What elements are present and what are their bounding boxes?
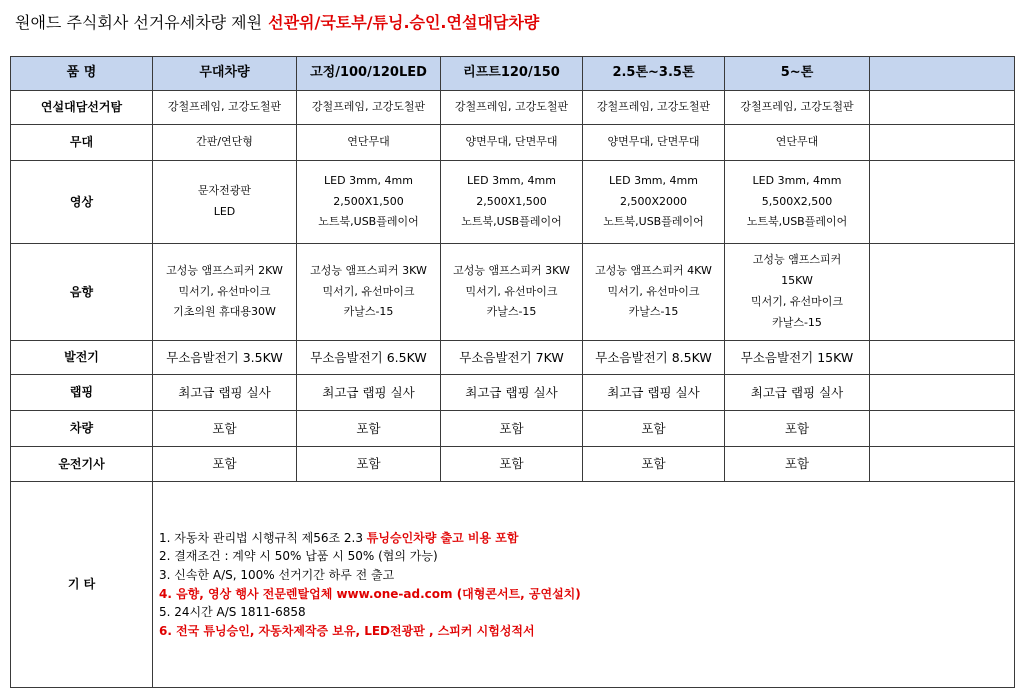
cell-line: 양면무대, 단면무대 bbox=[465, 135, 558, 149]
cell-line: 믹서기, 유선마이크 bbox=[607, 284, 700, 298]
header-cell: 무대차량 bbox=[153, 57, 297, 91]
note-text: 1. 자동차 관리법 시행규칙 제56조 2.3 bbox=[159, 530, 367, 545]
table-cell bbox=[297, 341, 441, 375]
cell-line: 최고급 랩핑 실사 bbox=[465, 384, 558, 400]
notes-label: 기 타 bbox=[11, 482, 153, 688]
cell-line: LED 3mm, 4mm bbox=[609, 173, 698, 187]
table-cell bbox=[725, 411, 870, 447]
cell-line: 2,500X1,500 bbox=[333, 194, 404, 208]
note-item bbox=[159, 529, 1014, 548]
cell-line: 카날스-15 bbox=[772, 315, 822, 329]
cell-line: 연단무대 bbox=[775, 135, 819, 149]
table-cell bbox=[153, 375, 297, 411]
table-cell bbox=[297, 161, 441, 244]
table-row bbox=[11, 341, 1015, 375]
cell-line: 노트북,USB플레이어 bbox=[603, 215, 704, 229]
table-cell bbox=[870, 161, 1015, 244]
cell-line: 강철프레임, 고강도철판 bbox=[596, 100, 711, 114]
table-row bbox=[11, 161, 1015, 244]
row-label: 음향 bbox=[11, 244, 153, 341]
note-highlight: 튜닝승인차량 출고 비용 포함 bbox=[366, 530, 519, 545]
header-cell: 고정/100/120LED bbox=[297, 57, 441, 91]
table-cell bbox=[153, 244, 297, 341]
row-label: 무대 bbox=[11, 125, 153, 161]
cell-line: 강철프레임, 고강도철판 bbox=[740, 100, 854, 114]
cell-line: 무소음발전기 6.5KW bbox=[310, 349, 427, 365]
cell-line: 믹서기, 유선마이크 bbox=[322, 284, 415, 298]
cell-line: 15KW bbox=[781, 274, 813, 288]
cell-line: 믹서기, 유선마이크 bbox=[465, 284, 558, 298]
cell-line: 고성능 앰프스피커 3KW bbox=[310, 263, 427, 277]
header-cell: 품 명 bbox=[11, 57, 153, 91]
row-label: 운전기사 bbox=[11, 447, 153, 482]
table-cell bbox=[297, 411, 441, 447]
table-cell bbox=[725, 244, 870, 341]
cell-line: LED 3mm, 4mm bbox=[324, 173, 413, 187]
note-text: 5. 24시간 A/S 1811-6858 bbox=[159, 605, 306, 620]
cell-line: 포함 bbox=[499, 420, 524, 436]
table-cell bbox=[870, 125, 1015, 161]
cell-line: 포함 bbox=[356, 420, 381, 436]
cell-line: 간판/연단형 bbox=[196, 135, 253, 149]
title-highlight: 선관위/국토부/튜닝.승인.연설대담차량 bbox=[268, 13, 540, 32]
cell-line: 카날스-15 bbox=[628, 305, 679, 319]
row-label: 발전기 bbox=[11, 341, 153, 375]
table-cell bbox=[297, 244, 441, 341]
cell-line: LED bbox=[213, 205, 236, 218]
cell-line: 노트북,USB플레이어 bbox=[461, 215, 562, 229]
table-cell bbox=[441, 341, 583, 375]
header-cell bbox=[870, 57, 1015, 91]
cell-line: 강철프레임, 고강도철판 bbox=[311, 100, 426, 114]
table-cell bbox=[441, 161, 583, 244]
cell-line: LED 3mm, 4mm bbox=[467, 173, 556, 187]
table-cell bbox=[725, 91, 870, 125]
cell-line: 양면무대, 단면무대 bbox=[607, 135, 700, 149]
table-cell bbox=[583, 161, 725, 244]
cell-line: 포함 bbox=[641, 420, 666, 436]
table-row bbox=[11, 91, 1015, 125]
note-text: 2. 결재조건 : 계약 시 50% 납품 시 50% (협의 가능) bbox=[159, 549, 438, 564]
table-cell bbox=[153, 91, 297, 125]
cell-line: 강철프레임, 고강도철판 bbox=[167, 100, 282, 114]
note-item bbox=[159, 622, 1014, 641]
table-cell bbox=[153, 161, 297, 244]
table-cell bbox=[583, 244, 725, 341]
table-cell bbox=[441, 244, 583, 341]
cell-line: 고성능 앰프스피커 bbox=[752, 253, 842, 267]
cell-line: 포함 bbox=[212, 456, 237, 472]
cell-line: 최고급 랩핑 실사 bbox=[178, 384, 271, 400]
table-cell bbox=[297, 125, 441, 161]
cell-line: 카날스-15 bbox=[343, 305, 394, 319]
row-label: 연설대담선거탐 bbox=[11, 91, 153, 125]
cell-line: 포함 bbox=[784, 456, 810, 472]
row-label: 영상 bbox=[11, 161, 153, 244]
cell-line: 최고급 랩핑 실사 bbox=[607, 384, 700, 400]
table-cell bbox=[870, 244, 1015, 341]
table-row bbox=[11, 411, 1015, 447]
table-cell bbox=[153, 411, 297, 447]
table-cell bbox=[725, 125, 870, 161]
cell-line: 카날스-15 bbox=[486, 305, 537, 319]
cell-line: 최고급 랩핑 실사 bbox=[322, 384, 415, 400]
cell-line: 강철프레임, 고강도철판 bbox=[454, 100, 569, 114]
table-cell bbox=[725, 161, 870, 244]
notes-row bbox=[11, 482, 1015, 688]
table-cell bbox=[870, 411, 1015, 447]
header-cell: 2.5톤~3.5톤 bbox=[583, 57, 725, 91]
cell-line: 포함 bbox=[784, 420, 810, 436]
note-highlight: 6. 전국 튜닝승인, 자동차제작증 보유, LED전광판 , 스피커 시험성적서 bbox=[159, 623, 535, 638]
table-cell bbox=[725, 341, 870, 375]
table-cell bbox=[725, 447, 870, 482]
table-cell bbox=[583, 125, 725, 161]
row-label: 차량 bbox=[11, 411, 153, 447]
table-cell bbox=[441, 125, 583, 161]
cell-line: 고성능 앰프스피커 2KW bbox=[166, 263, 283, 277]
cell-line: 무소음발전기 15KW bbox=[740, 349, 854, 365]
table-cell bbox=[441, 447, 583, 482]
table-cell bbox=[583, 447, 725, 482]
table-cell bbox=[153, 125, 297, 161]
cell-line: 무소음발전기 7KW bbox=[459, 349, 564, 365]
header-cell: 리프트120/150 bbox=[441, 57, 583, 91]
table-row bbox=[11, 244, 1015, 341]
cell-line: 2,500X2000 bbox=[619, 194, 688, 208]
header-cell: 5~톤 bbox=[725, 57, 870, 91]
table-cell bbox=[870, 341, 1015, 375]
table-cell bbox=[583, 375, 725, 411]
cell-line: 2,500X1,500 bbox=[476, 194, 547, 208]
table-cell bbox=[441, 411, 583, 447]
table-cell bbox=[583, 411, 725, 447]
table-cell bbox=[297, 375, 441, 411]
table-cell bbox=[297, 447, 441, 482]
table-cell bbox=[870, 91, 1015, 125]
table-row bbox=[11, 375, 1015, 411]
title-text: 원애드 주식회사 선거유세차량 제원 bbox=[15, 13, 263, 32]
note-highlight: 4. 음향, 영상 행사 전문렌탈업체 www.one-ad.com (대형콘서트, 공연설치) bbox=[159, 586, 581, 601]
table-cell bbox=[583, 91, 725, 125]
table-cell bbox=[297, 91, 441, 125]
cell-line: 노트북,USB플레이어 bbox=[746, 215, 848, 229]
cell-line: 5,500X2,500 bbox=[761, 194, 833, 208]
table-cell bbox=[870, 375, 1015, 411]
note-item bbox=[159, 585, 1014, 604]
table-cell bbox=[583, 341, 725, 375]
cell-line: 믹서기, 유선마이크 bbox=[750, 295, 843, 308]
table-cell bbox=[870, 447, 1015, 482]
cell-line: LED 3mm, 4mm bbox=[752, 173, 842, 187]
note-item bbox=[159, 547, 1014, 566]
note-text: 3. 신속한 A/S, 100% 선거기간 하루 전 출고 bbox=[159, 567, 395, 582]
table-cell bbox=[153, 341, 297, 375]
row-label: 랩핑 bbox=[11, 375, 153, 411]
table-cell bbox=[441, 91, 583, 125]
table-cell bbox=[725, 375, 870, 411]
cell-line: 기초의원 휴대용30W bbox=[173, 305, 276, 319]
cell-line: 포함 bbox=[499, 456, 524, 472]
cell-line: 노트북,USB플레이어 bbox=[318, 215, 419, 229]
cell-line: 문자전광판 bbox=[197, 184, 252, 198]
cell-line: 포함 bbox=[356, 456, 381, 472]
cell-line: 무소음발전기 3.5KW bbox=[166, 349, 283, 365]
page-title bbox=[15, 10, 539, 33]
cell-line: 포함 bbox=[212, 420, 237, 436]
cell-line: 최고급 랩핑 실사 bbox=[750, 384, 844, 400]
table-cell bbox=[153, 447, 297, 482]
note-item bbox=[159, 603, 1014, 622]
cell-line: 연단무대 bbox=[347, 135, 390, 149]
cell-line: 무소음발전기 8.5KW bbox=[595, 349, 712, 365]
table-cell bbox=[441, 375, 583, 411]
table-row bbox=[11, 447, 1015, 482]
spec-table bbox=[10, 56, 1015, 688]
cell-line: 고성능 앰프스피커 3KW bbox=[453, 263, 570, 277]
cell-line: 고성능 앰프스피커 4KW bbox=[595, 263, 712, 277]
cell-line: 믹서기, 유선마이크 bbox=[178, 284, 271, 298]
table-row bbox=[11, 125, 1015, 161]
note-item bbox=[159, 566, 1014, 585]
table-header-row bbox=[11, 57, 1015, 91]
notes-cell bbox=[153, 482, 1015, 688]
cell-line: 포함 bbox=[641, 456, 666, 472]
